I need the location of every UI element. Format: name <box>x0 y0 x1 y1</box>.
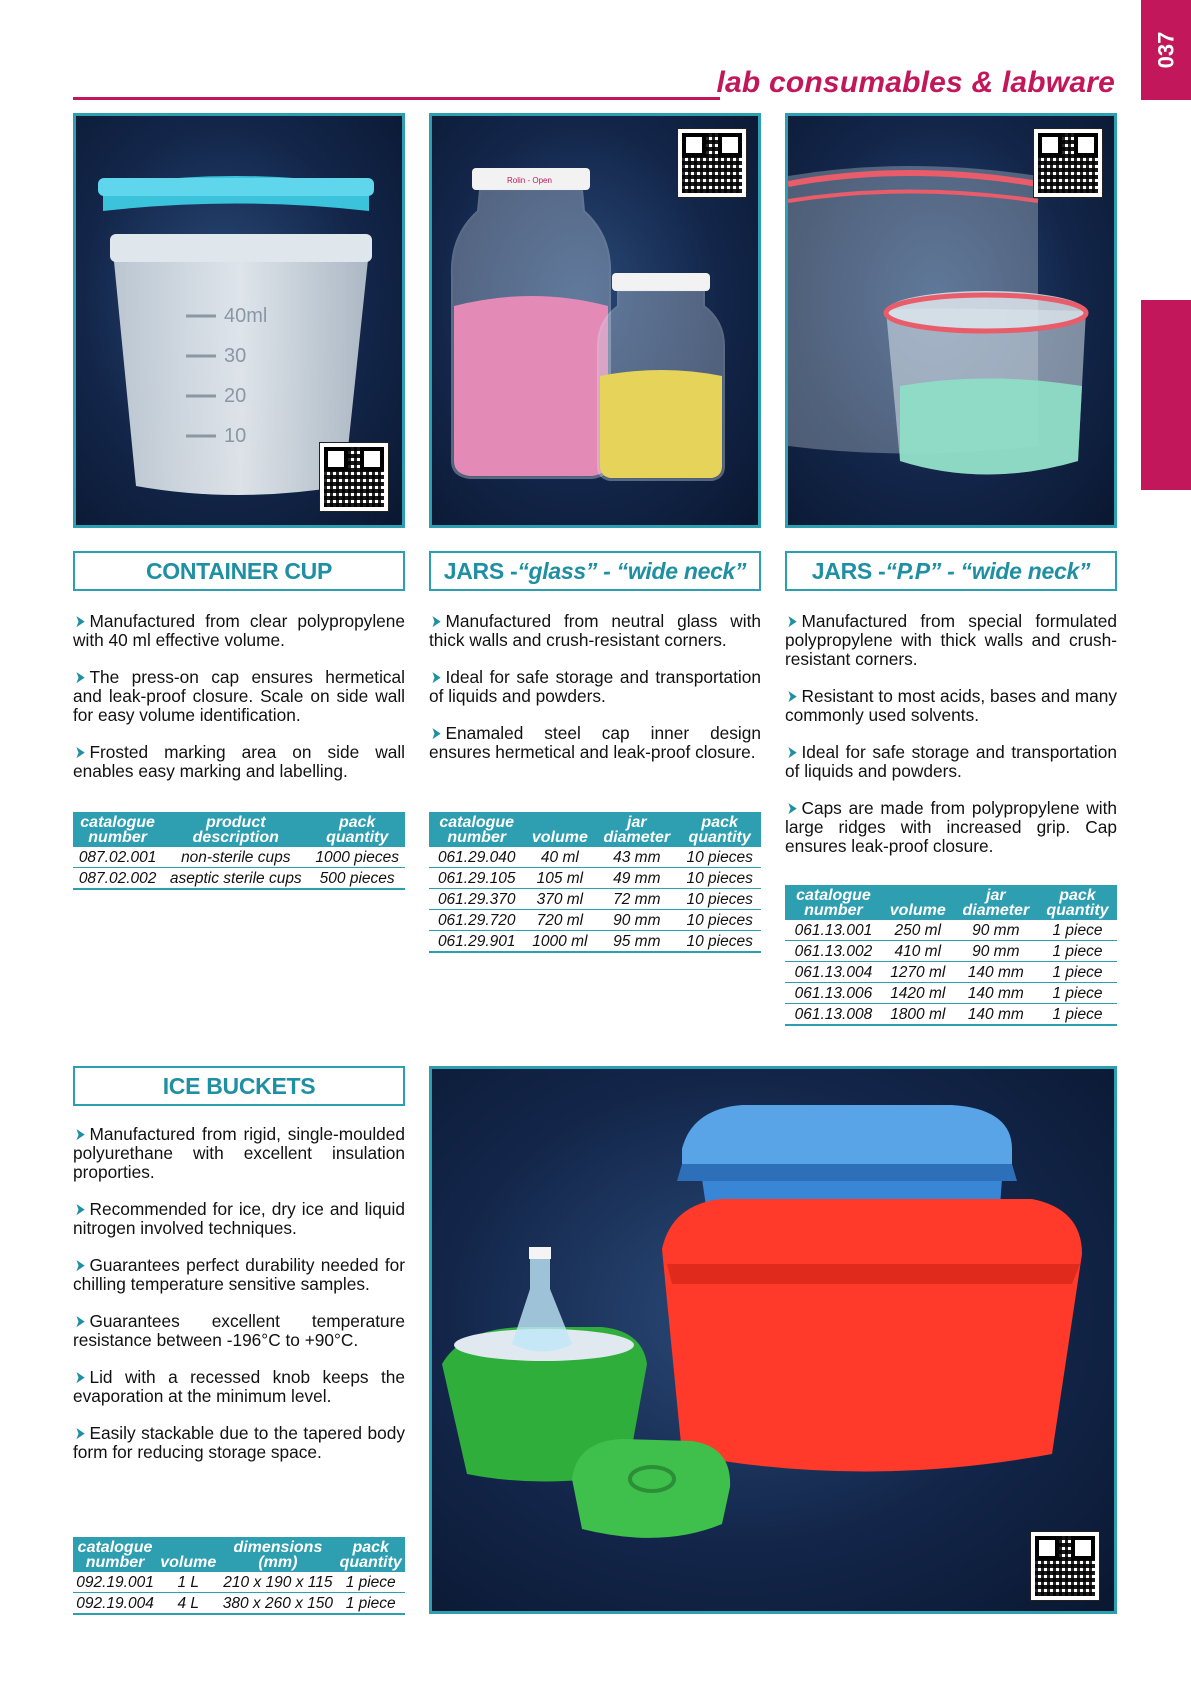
chevron-right-icon: ➤ <box>75 1311 86 1331</box>
chevron-right-icon: ➤ <box>75 611 86 631</box>
feature-item: ➤ The press-on cap ensures hermetical and leak-proof closure. Scale on side wall for easy volume identification. <box>73 667 405 725</box>
feature-item: ➤ Recommended for ice, dry ice and liquid nitrogen involved techniques. <box>73 1199 405 1238</box>
feature-item: ➤ Manufactured from neutral glass with thick walls and crush-resistant corners. <box>429 611 761 650</box>
page-number: 037 <box>1153 31 1178 69</box>
feature-item: ➤ Manufactured from rigid, single-moulded polyurethane with excellent insulation proporties. <box>73 1124 405 1182</box>
glass-jars-title: JARS - “glass” - “wide neck” <box>429 551 761 591</box>
column-header: jar diameter <box>595 812 678 847</box>
feature-item: ➤ Guarantees perfect durability needed for chilling temperature sensitive samples. <box>73 1255 405 1294</box>
column-header: pack quantity <box>1038 885 1117 920</box>
chevron-right-icon: ➤ <box>75 1423 86 1443</box>
chevron-right-icon: ➤ <box>75 667 86 687</box>
ice-buckets-illustration <box>432 1069 1114 1611</box>
table-row: 061.29.370 370 ml 72 mm 10 pieces <box>429 889 761 910</box>
chevron-right-icon: ➤ <box>431 667 442 687</box>
glass-jars-table <box>429 812 761 953</box>
glass-jars-features <box>429 612 761 780</box>
page-title: lab consumables & labware <box>716 66 1115 99</box>
feature-item: ➤ Lid with a recessed knob keeps the evaporation at the minimum level. <box>73 1367 405 1406</box>
header-rule <box>73 97 720 100</box>
qr-code-icon <box>319 442 389 512</box>
column-header: volume <box>524 812 595 847</box>
chevron-right-icon: ➤ <box>787 798 798 818</box>
section-tab <box>1141 300 1191 490</box>
scale-mark: 10 <box>224 425 247 447</box>
feature-item: ➤ Manufactured from clear polypropylene with 40 ml effective volume. <box>73 611 405 650</box>
column-header: volume <box>882 885 954 920</box>
ice-buckets-title: ICE BUCKETS <box>73 1066 405 1106</box>
column-header: catalogue number <box>429 812 524 847</box>
feature-item: ➤ Frosted marking area on side wall enables easy marking and labelling. <box>73 742 405 781</box>
chevron-right-icon: ➤ <box>787 686 798 706</box>
column-header: pack quantity <box>336 1537 405 1572</box>
table-row: 061.29.040 40 ml 43 mm 10 pieces <box>429 847 761 868</box>
column-header: jar diameter <box>954 885 1038 920</box>
qr-code-icon <box>1033 128 1103 198</box>
qr-code-icon <box>1030 1531 1100 1601</box>
table-row: 061.13.008 1800 ml 140 mm 1 piece <box>785 1004 1117 1026</box>
column-header: product description <box>162 812 309 847</box>
pp-jars-features <box>785 612 1117 874</box>
scale-mark: 30 <box>224 345 247 367</box>
scale-mark: 20 <box>224 385 247 407</box>
ice-buckets-features <box>73 1125 405 1480</box>
chevron-right-icon: ➤ <box>787 611 798 631</box>
table-row: 092.19.001 1 L 210 x 190 x 115 1 piece <box>73 1572 405 1593</box>
column-header: catalogue number <box>73 1537 157 1572</box>
feature-item: ➤ Ideal for safe storage and transportation of liquids and powders. <box>429 667 761 706</box>
qr-code-icon <box>677 128 747 198</box>
chevron-right-icon: ➤ <box>431 723 442 743</box>
table-row: 061.13.002 410 ml 90 mm 1 piece <box>785 941 1117 962</box>
ice-buckets-photo <box>429 1066 1117 1614</box>
table-row: 061.29.901 1000 ml 95 mm 10 pieces <box>429 931 761 953</box>
container-cup-features <box>73 612 405 799</box>
chevron-right-icon: ➤ <box>75 1367 86 1387</box>
chevron-right-icon: ➤ <box>787 742 798 762</box>
container-cup-title: CONTAINER CUP <box>73 551 405 591</box>
column-header: catalogue number <box>73 812 162 847</box>
feature-item: ➤ Ideal for safe storage and transportation of liquids and powders. <box>785 742 1117 781</box>
svg-text:Rolin - Open: Rolin - Open <box>507 176 552 185</box>
chevron-right-icon: ➤ <box>75 1199 86 1219</box>
column-header: pack quantity <box>309 812 405 847</box>
feature-item: ➤ Resistant to most acids, bases and many commonly used solvents. <box>785 686 1117 725</box>
table-row: 092.19.004 4 L 380 x 260 x 150 1 piece <box>73 1593 405 1615</box>
ice-buckets-table <box>73 1537 405 1615</box>
column-header: dimensions (mm) <box>219 1537 336 1572</box>
chevron-right-icon: ➤ <box>75 1124 86 1144</box>
scale-mark: 40ml <box>224 305 268 327</box>
table-row: 061.13.001 250 ml 90 mm 1 piece <box>785 920 1117 941</box>
table-row: 061.13.006 1420 ml 140 mm 1 piece <box>785 983 1117 1004</box>
container-cup-table <box>73 812 405 890</box>
table-row: 061.29.105 105 ml 49 mm 10 pieces <box>429 868 761 889</box>
table-row: 061.13.004 1270 ml 140 mm 1 piece <box>785 962 1117 983</box>
pp-jars-table <box>785 885 1117 1026</box>
table-row: 061.29.720 720 ml 90 mm 10 pieces <box>429 910 761 931</box>
column-header: catalogue number <box>785 885 882 920</box>
table-row: 087.02.002 aseptic sterile cups 500 pieces <box>73 868 405 890</box>
chevron-right-icon: ➤ <box>75 1255 86 1275</box>
chevron-right-icon: ➤ <box>431 611 442 631</box>
chevron-right-icon: ➤ <box>75 742 86 762</box>
column-header: volume <box>157 1537 219 1572</box>
feature-item: ➤ Guarantees excellent temperature resistance between -196°C to +90°C. <box>73 1311 405 1350</box>
table-row: 087.02.001 non-sterile cups 1000 pieces <box>73 847 405 868</box>
feature-item: ➤ Manufactured from special formulated polypropylene with thick walls and crush-resistant corners. <box>785 611 1117 669</box>
feature-item: ➤ Enamaled steel cap inner design ensures hermetical and leak-proof closure. <box>429 723 761 762</box>
feature-item: ➤ Easily stackable due to the tapered body form for reducing storage space. <box>73 1423 405 1462</box>
pp-jars-title: JARS - “P.P” - “wide neck” <box>785 551 1117 591</box>
column-header: pack quantity <box>678 812 761 847</box>
feature-item: ➤ Caps are made from polypropylene with large ridges with increased grip. Cap ensures leak-proof closure. <box>785 798 1117 856</box>
